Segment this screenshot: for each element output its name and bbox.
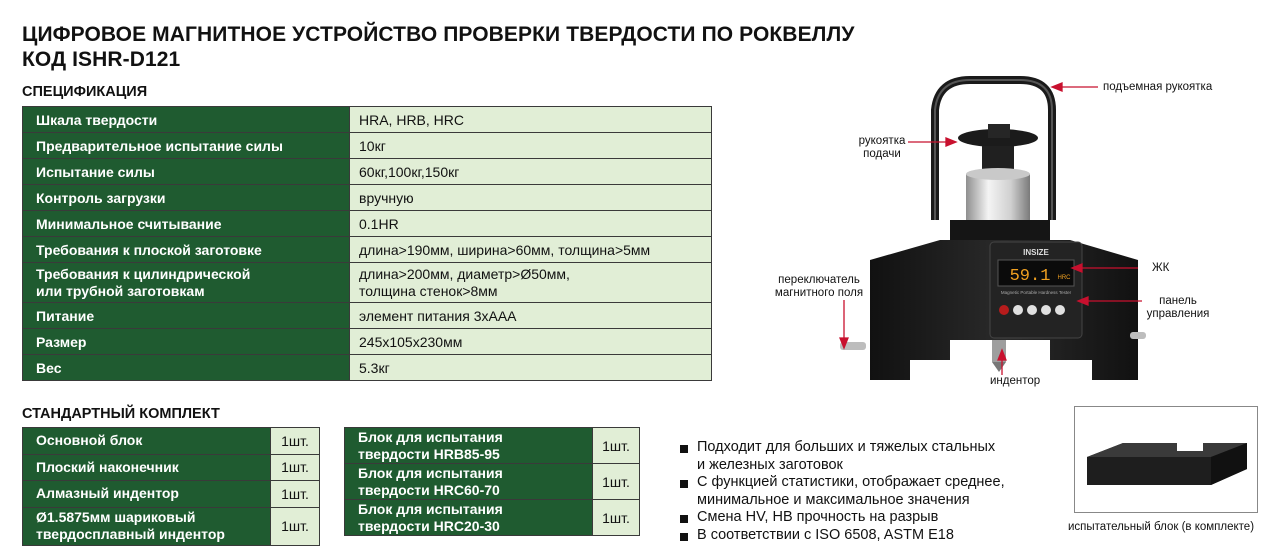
callout-indenter: индентор (990, 375, 1041, 387)
feature-line: и железных заготовок (697, 456, 843, 473)
callout-lcd: ЖК (1152, 262, 1170, 274)
kit-table-left (22, 427, 320, 546)
spec-value: элемент питания 3хААА (350, 303, 712, 329)
panel-button (1041, 305, 1051, 315)
feature-line: минимальное и максимальное значения (697, 491, 970, 508)
spec-key: Питание (23, 303, 350, 329)
kit-item-name: Алмазный индентор (23, 481, 271, 508)
spec-row (23, 237, 712, 263)
spec-row (23, 329, 712, 355)
kit-row (23, 454, 320, 481)
feature-item (680, 439, 1060, 474)
lcd-value: 59.1 (1009, 267, 1051, 286)
spec-value: вручную (350, 185, 712, 211)
feature-line: Подходит для больших и тяжелых стальных (697, 439, 996, 455)
kit-item-qty: 1шт. (593, 464, 640, 500)
spec-row (23, 303, 712, 329)
feature-line: В соответствии с ISO 6508, ASTM E18 (697, 526, 954, 543)
panel-button (1013, 305, 1023, 315)
brand-logo: INSIZE (1023, 248, 1049, 257)
kit-table-right (344, 427, 640, 536)
spec-key: Минимальное считывание (23, 211, 350, 237)
callout-magnet-switch (774, 274, 864, 300)
spec-row (23, 185, 712, 211)
title-line-1: ЦИФРОВОЕ МАГНИТНОЕ УСТРОЙСТВО ПРОВЕРКИ ТВЕРДОСТИ ПО РОКВЕЛЛУ (22, 23, 855, 46)
panel-button (1055, 305, 1065, 315)
spec-row (23, 355, 712, 381)
spec-value: длина>190мм, ширина>60мм, толщина>5мм (350, 237, 712, 263)
kit-item-name: Плоский наконечник (23, 454, 271, 481)
spec-value: 5.3кг (350, 355, 712, 381)
spec-key: Шкала твердости (23, 107, 350, 133)
spec-value: 60кг,100кг,150кг (350, 159, 712, 185)
panel-caption: Magnetic Portable Hardness Tester (1000, 290, 1072, 295)
spec-value: HRA, HRB, HRC (350, 107, 712, 133)
kit-row (345, 464, 640, 500)
kit-item-name: Основной блок (23, 428, 271, 455)
kit-row (345, 500, 640, 536)
callout-line: магнитного поля (774, 287, 864, 299)
spec-value-line: длина>200мм, диаметр>Ø50мм, (359, 265, 570, 282)
spec-key: Вес (23, 355, 350, 381)
kit-item-qty: 1шт. (271, 428, 320, 455)
feature-item (680, 509, 1060, 527)
feature-list (680, 439, 1060, 544)
spec-value: 10кг (350, 133, 712, 159)
spec-row (23, 263, 712, 303)
spec-value (350, 263, 712, 303)
feature-item (680, 474, 1060, 509)
feature-item (680, 527, 1060, 545)
kit-item-qty: 1шт. (593, 428, 640, 464)
panel-button (1027, 305, 1037, 315)
spec-key-line: или трубной заготовкам (36, 282, 205, 299)
kit-item-qty: 1шт. (271, 507, 320, 545)
kit-row (345, 428, 640, 464)
spec-value: 0.1HR (350, 211, 712, 237)
feature-line: Смена HV, HB прочность на разрыв (697, 509, 939, 525)
callout-control-panel (1146, 295, 1210, 321)
kit-item-line: твердосплавный индентор (36, 526, 225, 542)
hardness-tester-illustration (830, 70, 1150, 400)
feature-line: С функцией статистики, отображает среднее, (697, 474, 1005, 490)
spec-heading: СПЕЦИФИКАЦИЯ (22, 84, 148, 100)
kit-heading: СТАНДАРТНЫЙ КОМПЛЕКТ (22, 406, 220, 422)
spec-key: Предварительное испытание силы (23, 133, 350, 159)
spec-value-line: толщина стенок>8мм (359, 282, 498, 299)
callout-line: рукоятка (858, 135, 906, 147)
test-block-caption: испытательный блок (в комплекте) (1068, 521, 1255, 533)
spec-row (23, 211, 712, 237)
spec-row (23, 159, 712, 185)
kit-item-line: Блок для испытания (358, 500, 503, 517)
callout-feed-handle (856, 135, 908, 161)
panel-button (999, 305, 1009, 315)
kit-row (23, 507, 320, 545)
kit-item-qty: 1шт. (271, 481, 320, 508)
kit-item-name (345, 464, 593, 500)
page-title (22, 22, 855, 72)
kit-row (23, 428, 320, 455)
title-line-2: КОД ISHR-D121 (22, 48, 181, 71)
kit-item-line: Блок для испытания (358, 464, 503, 481)
test-block-image (1075, 407, 1257, 512)
test-block-image-frame (1074, 406, 1258, 513)
kit-item-line: Ø1.5875мм шариковый (36, 509, 196, 525)
kit-row (23, 481, 320, 508)
magnet-switch-knob (840, 342, 866, 350)
kit-item-line: твердости HRC20-30 (358, 517, 500, 534)
spec-key: Контроль загрузки (23, 185, 350, 211)
spec-key-line: Требования к цилиндрической (36, 265, 251, 282)
kit-item-name (23, 507, 271, 545)
indenter-shape (992, 340, 1006, 362)
callout-line: подачи (863, 148, 901, 160)
spec-row (23, 133, 712, 159)
callout-line: панель (1159, 295, 1197, 307)
spec-key: Требования к плоской заготовке (23, 237, 350, 263)
kit-item-qty: 1шт. (271, 454, 320, 481)
spec-key: Размер (23, 329, 350, 355)
spec-value: 245x105x230мм (350, 329, 712, 355)
kit-item-name (345, 428, 593, 464)
spec-row (23, 107, 712, 133)
lcd-unit: HRC (1057, 275, 1071, 281)
spec-table (22, 106, 712, 381)
spec-key (23, 263, 350, 303)
kit-item-name (345, 500, 593, 536)
callout-lift-handle: подъемная рукоятка (1103, 81, 1213, 93)
spec-key: Испытание силы (23, 159, 350, 185)
kit-item-line: твердости HRB85-95 (358, 445, 500, 462)
kit-item-line: Блок для испытания (358, 428, 503, 445)
kit-item-qty: 1шт. (593, 500, 640, 536)
kit-item-line: твердости HRC60-70 (358, 481, 500, 498)
callout-line: переключатель (778, 274, 860, 286)
callout-line: управления (1146, 308, 1210, 320)
